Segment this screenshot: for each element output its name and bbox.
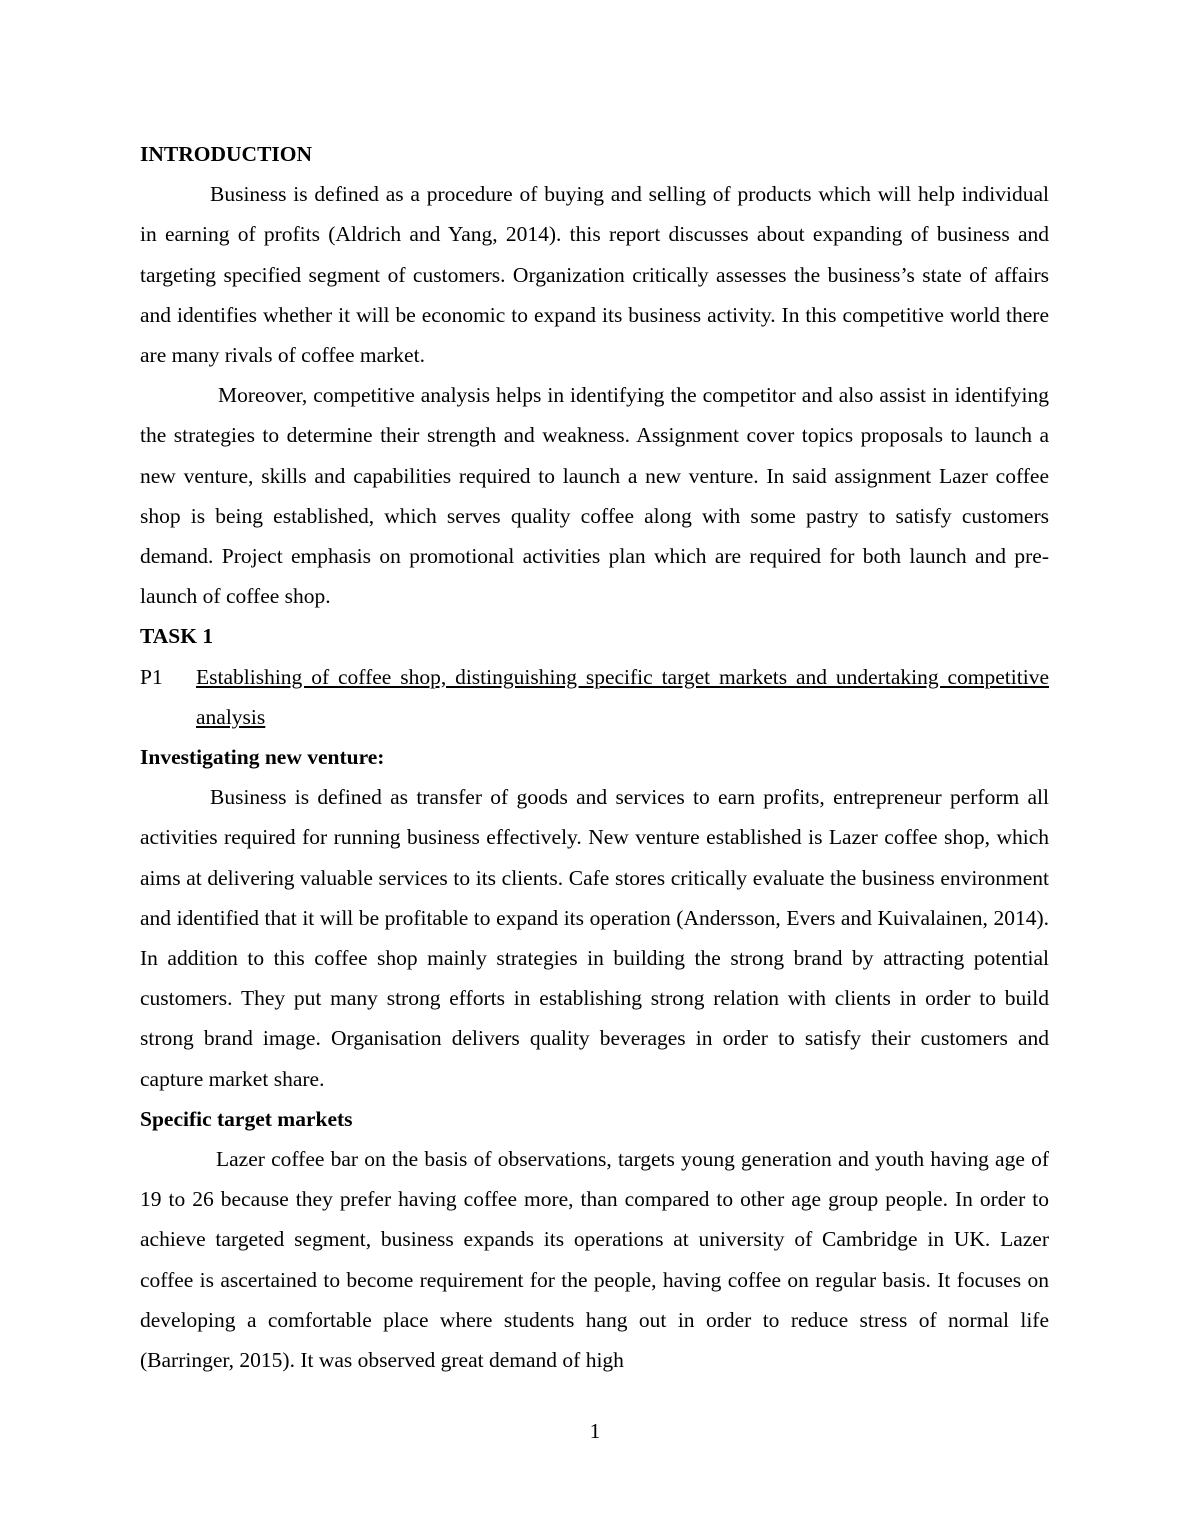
introduction-paragraph-2: Moreover, competitive analysis helps in identifying the competitor and also assist in identifying the strategies to determine their strength and weakness. Assignment cover topics proposals to launch a new venture, skills and capabilities required to launch a new venture. In said assignment Lazer coffee shop is being established, which serves quality coffee along with some pastry to satisfy customers demand. Project emphasis on promotional activities plan which are required for both launch and pre-launch of coffee shop. [140, 383, 1049, 609]
investigating-paragraph: Business is defined as transfer of goods and services to earn profits, entrepreneur perform all activities required for running business effectively. New venture established is Lazer coffee shop, which aims at delivering valuable services to its clients. Cafe stores critically evaluate the business environment and identified that it will be profitable to expand its operation (Andersson, Evers and Kuivalainen, 2014). In addition to this coffee shop mainly strategies in building the strong brand by attracting potential customers. They put many strong efforts in establishing strong relation with clients in order to build strong brand image. Organisation delivers quality beverages in order to satisfy their customers and capture market share. [140, 785, 1049, 1091]
target-markets-paragraph: Lazer coffee bar on the basis of observations, targets young generation and youth having age of 19 to 26 because they prefer having coffee more, than compared to other age group people. In order to achieve targeted segment, business expands its operations at university of Cambridge in UK. Lazer coffee is ascertained to become requirement for the people, having coffee on regular basis. It focuses on developing a comfortable place where students hang out in order to reduce stress of normal life (Barringer, 2015). It was observed great demand of high [140, 1147, 1049, 1373]
task1-heading: TASK 1 [140, 624, 214, 649]
target-markets-heading: Specific target markets [140, 1106, 353, 1131]
investigating-heading: Investigating new venture: [140, 745, 385, 770]
page-content [140, 134, 1049, 1380]
page-number: 1 [589, 1419, 601, 1443]
p1-number: P1 [140, 664, 163, 689]
p1-title: Establishing of coffee shop, distinguishing specific target markets and undertaking competitive analysis [196, 664, 1049, 729]
introduction-paragraph-1: Business is defined as a procedure of buying and selling of products which will help individual in earning of profits (Aldrich and Yang, 2014). this report discusses about expanding of business and targeting specified segment of customers. Organization critically assesses the business’s state of affairs and identifies whether it will be economic to expand its business activity. In this competitive world there are many rivals of coffee market. [140, 182, 1049, 368]
p1-subheading [140, 657, 1049, 737]
introduction-heading: INTRODUCTION [140, 142, 313, 166]
